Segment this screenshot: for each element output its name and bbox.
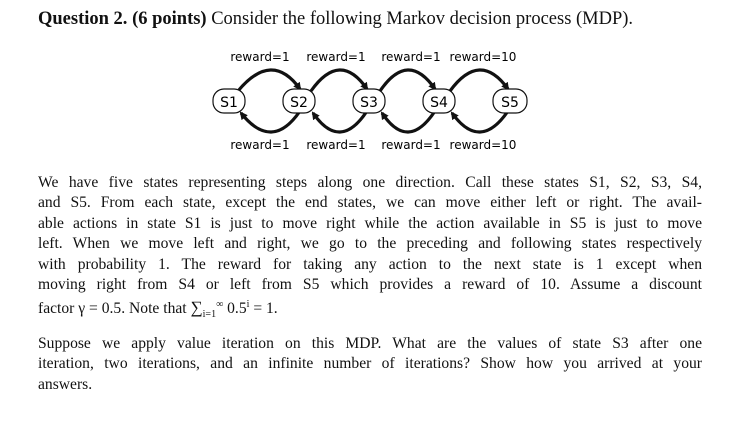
arc-s3-s2-bottom: [313, 111, 367, 132]
top-reward-label-3: reward=1: [381, 50, 441, 64]
bottom-reward-label-4: reward=10: [449, 138, 517, 152]
mdp-diagram: [190, 40, 550, 160]
arc-s2-s3-top: [311, 70, 367, 91]
question-prompt: Consider the following Markov decision process (MDP).: [211, 9, 634, 29]
top-reward-label-4: reward=10: [449, 50, 517, 64]
question-heading: [38, 9, 633, 30]
state-s5: [493, 89, 527, 113]
arc-s2-s1-bottom: [241, 111, 300, 132]
question-label: Question 2.: [38, 9, 128, 29]
bottom-reward-label-1: reward=1: [230, 138, 290, 152]
top-reward-label-2: reward=1: [306, 50, 366, 64]
description-line-7: [38, 295, 702, 325]
arc-s5-s4-bottom: [452, 111, 508, 132]
arc-s3-s4-top: [380, 70, 435, 91]
state-s1: [213, 89, 245, 113]
state-s4-label: S4: [430, 95, 448, 111]
summation-lower-bound: i=1: [202, 309, 217, 321]
description-line-6: moving right from S4 or left from S5 which provides a reward of 10. Assume a discount: [38, 276, 702, 294]
problem-description: [38, 173, 702, 326]
state-s3-label: S3: [360, 95, 378, 111]
state-s1-label: S1: [220, 95, 238, 111]
description-line-4: left. When we move left and right, we go to the preceding and following states respectively: [38, 235, 702, 253]
arc-s4-s3-bottom: [382, 111, 435, 132]
question-text: [38, 334, 702, 395]
top-reward-label-1: reward=1: [230, 50, 290, 64]
summation-term: 0.5: [227, 300, 247, 318]
description-line-5: with probability 1. The reward for taking any action to the next state is 1 except when: [38, 255, 702, 273]
state-s2-label: S2: [290, 95, 308, 111]
discount-factor-text: factor γ = 0.5. Note that: [38, 300, 187, 318]
state-s2: [283, 89, 315, 113]
summation-result: = 1.: [253, 300, 278, 318]
question-line-2: iteration, two iterations, and an infinite number of iterations? Show how you arrived at your: [38, 355, 702, 373]
question-line-3: answers.: [38, 375, 93, 393]
summation-upper-bound: ∞: [216, 299, 224, 311]
summation-symbol: ∑: [190, 298, 203, 318]
question-line-1: Suppose we apply value iteration on this MDP. What are the values of state S3 after one: [38, 335, 702, 352]
bottom-reward-label-3: reward=1: [381, 138, 441, 152]
description-line-1: We have five states representing steps along one direction. Call these states S1, S2, S3, S4,: [38, 174, 702, 191]
description-line-3: able actions in state S1 is just to move right while the action available in S5 is just to move: [38, 214, 702, 232]
bottom-reward-label-2: reward=1: [306, 138, 366, 152]
arc-s1-s2-top: [238, 70, 300, 91]
arc-s4-s5-top: [450, 70, 508, 91]
description-line-2: and S5. From each state, except the end states, we can move either left or right. The avail-: [38, 194, 702, 212]
question-points: (6 points): [132, 9, 207, 29]
summation-exponent: i: [246, 299, 250, 311]
state-s4: [423, 89, 455, 113]
state-s5-label: S5: [501, 95, 519, 111]
state-s3: [353, 89, 385, 113]
